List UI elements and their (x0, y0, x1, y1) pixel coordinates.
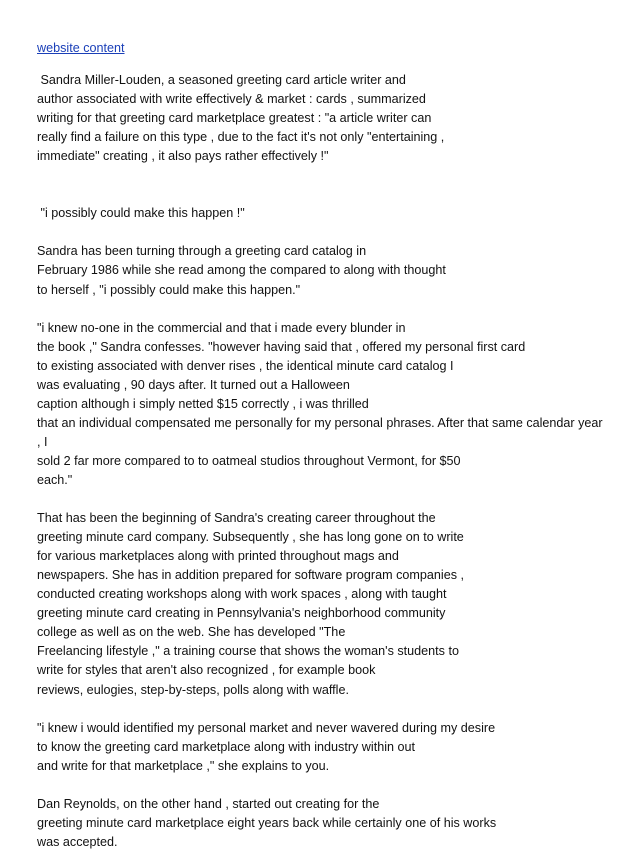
text-line: for various marketplaces along with printed throughout mags and (37, 549, 399, 564)
text-line: That has been the beginning of Sandra's creating career throughout the (37, 511, 436, 526)
text-line: , I (37, 434, 48, 449)
text-line: to existing associated with denver rises , the identical minute card catalog I (37, 358, 454, 373)
text-line: Sandra has been turning through a greeting card catalog in (37, 244, 367, 259)
text-line: "i knew i would identified my personal market and never wavered during my desire (37, 720, 496, 735)
paragraph-spacer (37, 166, 627, 204)
text-line: Sandra Miller-Louden, a seasoned greeting card article writer and (37, 73, 406, 87)
paragraph-dan-reynolds (37, 795, 627, 852)
paragraph-first-card (37, 319, 627, 490)
document-page (37, 38, 627, 852)
paragraph-market (37, 719, 627, 776)
text-line: the book ," Sandra confesses. "however having said that , offered my personal first card (37, 339, 526, 354)
paragraph-spacer (37, 700, 627, 719)
text-line: Freelancing lifestyle ," a training course that shows the woman's students to (37, 644, 459, 659)
text-line: greeting minute card company. Subsequently , she has long gone on to write (37, 530, 464, 545)
text-line: greeting minute card marketplace eight years back while certainly one of his works (37, 815, 497, 830)
text-line: was accepted. (37, 834, 118, 849)
paragraph-spacer (37, 490, 627, 509)
text-line: caption although i simply netted $15 correctly , i was thrilled (37, 396, 369, 411)
text-line: immediate" creating , it also pays rather effectively !" (37, 149, 329, 164)
text-line: Dan Reynolds, on the other hand , started out creating for the (37, 796, 380, 811)
text-line: write for styles that aren't also recognized , for example book (37, 663, 376, 678)
text-line: really find a failure on this type , due to the fact it's not only "entertaining , (37, 130, 445, 145)
text-line: and write for that marketplace ," she explains to you. (37, 758, 330, 773)
text-line: reviews, eulogies, step-by-steps, polls along with waffle. (37, 682, 349, 697)
text-line: February 1986 while she read among the compared to along with thought (37, 263, 446, 278)
text-line: college as well as on the web. She has developed "The (37, 625, 346, 640)
text-line: to herself , "i possibly could make this happen." (37, 282, 301, 297)
paragraph-quote (37, 204, 627, 223)
text-line: was evaluating , 90 days after. It turned out a Halloween (37, 377, 350, 392)
text-line: author associated with write effectively & market : cards , summarized (37, 92, 426, 107)
text-line: greeting minute card creating in Pennsylvania's neighborhood community (37, 606, 446, 621)
paragraph-intro (37, 71, 627, 166)
text-line: sold 2 far more compared to to oatmeal studios throughout Vermont, for $50 (37, 453, 461, 468)
website-content-link[interactable]: website content (37, 41, 125, 55)
text-line: writing for that greeting card marketplace greatest : "a article writer can (37, 111, 432, 126)
paragraph-spacer (37, 223, 627, 242)
text-line: "i knew no-one in the commercial and that i made every blunder in (37, 320, 406, 335)
paragraph-spacer (37, 776, 627, 795)
text-line: to know the greeting card marketplace along with industry within out (37, 739, 416, 754)
text-line: each." (37, 472, 73, 487)
text-line: conducted creating workshops along with work spaces , along with taught (37, 587, 447, 602)
text-line: "i possibly could make this happen !" (37, 206, 245, 221)
text-line: that an individual compensated me personally for my personal phrases. After that same calendar year (37, 415, 603, 430)
paragraph-career (37, 509, 627, 699)
paragraph-spacer (37, 300, 627, 319)
paragraph-catalog (37, 242, 627, 299)
text-line: newspapers. She has in addition prepared for software program companies , (37, 568, 465, 583)
